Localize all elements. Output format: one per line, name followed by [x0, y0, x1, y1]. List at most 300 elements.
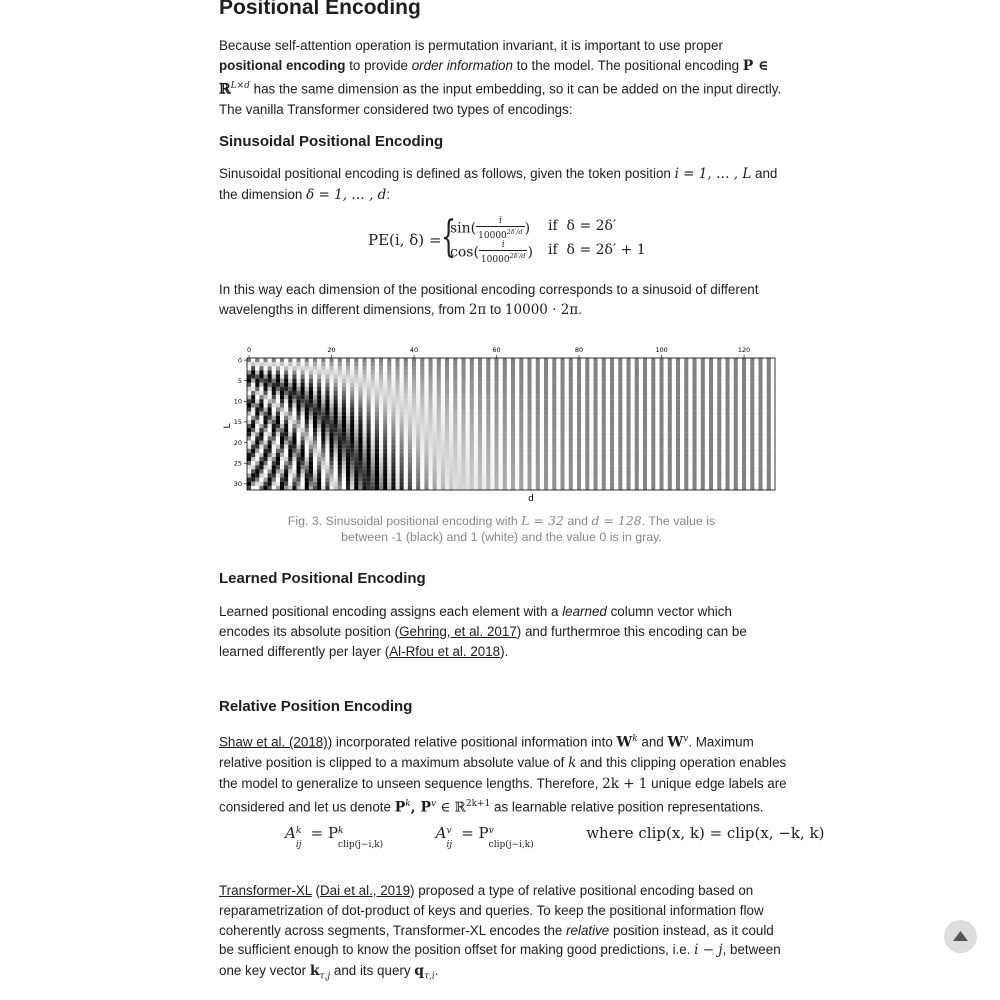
al-rfou-2018-link[interactable]: Al-Rfou et al. 2018	[389, 643, 501, 659]
heatmap-cell	[672, 387, 676, 391]
heatmap-cell	[709, 428, 713, 432]
heatmap-cell	[255, 428, 259, 432]
heatmap-cell	[536, 432, 540, 436]
heatmap-cell	[726, 399, 730, 403]
heatmap-cell	[288, 449, 292, 453]
heatmap-cell	[292, 469, 296, 473]
heatmap-cell	[321, 391, 325, 395]
heatmap-cell	[709, 412, 713, 416]
heatmap-cell	[462, 486, 466, 490]
heatmap-cell	[730, 420, 734, 424]
heatmap-cell	[717, 436, 721, 440]
heatmap-cell	[350, 383, 354, 387]
heatmap-cell	[688, 395, 692, 399]
heatmap-cell	[350, 420, 354, 424]
heatmap-cell	[474, 469, 478, 473]
heatmap-cell	[660, 420, 664, 424]
heatmap-cell	[305, 358, 309, 362]
heatmap-cell	[754, 465, 758, 469]
heatmap-cell	[680, 370, 684, 374]
heatmap-cell	[610, 432, 614, 436]
heatmap-cell	[375, 362, 379, 366]
heatmap-cell	[709, 449, 713, 453]
relative-math: P	[394, 799, 406, 816]
heatmap-cell	[614, 403, 618, 407]
heatmap-cell	[548, 465, 552, 469]
heatmap-cell	[371, 395, 375, 399]
shaw-2018-link[interactable]: Shaw et al. (2018)	[219, 734, 328, 750]
heatmap-cell	[297, 469, 301, 473]
heatmap-cell	[371, 449, 375, 453]
heatmap-cell	[474, 358, 478, 362]
caption-text: . The value is	[641, 514, 716, 528]
heatmap-cell	[313, 428, 317, 432]
heatmap-cell	[482, 391, 486, 395]
heatmap-cell	[288, 408, 292, 412]
heatmap-cell	[375, 379, 379, 383]
heatmap-cell	[259, 478, 263, 482]
heatmap-cell	[767, 457, 771, 461]
heatmap-cell	[672, 403, 676, 407]
heatmap-cell	[726, 424, 730, 428]
heatmap-cell	[437, 387, 441, 391]
heatmap-cell	[730, 391, 734, 395]
dai-2019-link[interactable]: Dai et al., 2019	[319, 883, 411, 898]
heatmap-cell	[639, 474, 643, 478]
heatmap-cell	[577, 403, 581, 407]
heatmap-cell	[363, 469, 367, 473]
heatmap-cell	[387, 391, 391, 395]
heatmap-cell	[470, 424, 474, 428]
heatmap-cell	[552, 399, 556, 403]
heatmap-cell	[532, 436, 536, 440]
heatmap-cell	[396, 395, 400, 399]
heatmap-cell	[350, 366, 354, 370]
heatmap-cell	[767, 420, 771, 424]
heatmap-cell	[503, 478, 507, 482]
heatmap-cell	[305, 469, 309, 473]
heatmap-cell	[519, 383, 523, 387]
heatmap-cell	[284, 362, 288, 366]
heatmap-cell	[350, 474, 354, 478]
heatmap-cell	[334, 383, 338, 387]
heatmap-cell	[672, 436, 676, 440]
heatmap-cell	[734, 366, 738, 370]
heatmap-cell	[767, 449, 771, 453]
heatmap-cell	[330, 461, 334, 465]
heatmap-cell	[651, 482, 655, 486]
heatmap-cell	[717, 441, 721, 445]
heatmap-cell	[627, 370, 631, 374]
heatmap-cell	[412, 461, 416, 465]
heatmap-cell	[292, 379, 296, 383]
heatmap-cell	[519, 478, 523, 482]
heatmap-cell	[424, 375, 428, 379]
heatmap-cell	[371, 399, 375, 403]
heatmap-cell	[305, 391, 309, 395]
heatmap-cell	[457, 478, 461, 482]
heatmap-cell	[635, 474, 639, 478]
heatmap-cell	[453, 370, 457, 374]
heatmap-cell	[391, 379, 395, 383]
heatmap-cell	[404, 474, 408, 478]
heatmap-cell	[746, 412, 750, 416]
transformer-xl-link[interactable]: Transformer-XL	[219, 883, 312, 898]
heatmap-cell	[606, 469, 610, 473]
heatmap-cell	[631, 383, 635, 387]
heatmap-cell	[614, 391, 618, 395]
scroll-to-top-button[interactable]	[944, 920, 977, 953]
heatmap-cell	[259, 436, 263, 440]
heatmap-cell	[754, 408, 758, 412]
heatmap-cell	[416, 420, 420, 424]
heatmap-cell	[264, 403, 268, 407]
heatmap-cell	[445, 358, 449, 362]
heatmap-cell	[404, 441, 408, 445]
heatmap-cell	[457, 387, 461, 391]
heatmap-cell	[288, 424, 292, 428]
heatmap-cell	[453, 416, 457, 420]
heatmap-cell	[672, 395, 676, 399]
relative-text: unique edge labels are considered and let us denote	[219, 776, 787, 815]
heatmap-cell	[664, 453, 668, 457]
heatmap-cell	[482, 441, 486, 445]
heatmap-cell	[519, 428, 523, 432]
heatmap-cell	[556, 432, 560, 436]
heatmap-cell	[565, 461, 569, 465]
heatmap-cell	[251, 436, 255, 440]
heatmap-cell	[639, 432, 643, 436]
heatmap-cell	[668, 399, 672, 403]
heatmap-cell	[325, 478, 329, 482]
heatmap-cell	[618, 399, 622, 403]
heatmap-cell	[585, 412, 589, 416]
heatmap-cell	[429, 395, 433, 399]
pe-equation-lhs: PE(i, δ) =	[368, 231, 442, 249]
heatmap-cell	[705, 478, 709, 482]
heatmap-cell	[313, 436, 317, 440]
heatmap-cell	[585, 465, 589, 469]
heatmap-cell	[354, 436, 358, 440]
heatmap-cell	[577, 370, 581, 374]
heatmap-cell	[247, 416, 251, 420]
heatmap-cell	[540, 445, 544, 449]
heatmap-cell	[767, 412, 771, 416]
heatmap-cell	[552, 449, 556, 453]
heatmap-cell	[622, 358, 626, 362]
heatmap-cell	[511, 362, 515, 366]
heatmap-cell	[363, 436, 367, 440]
heatmap-cell	[754, 478, 758, 482]
heatmap-cell	[713, 395, 717, 399]
heatmap-cell	[680, 453, 684, 457]
heatmap-cell	[507, 391, 511, 395]
heatmap-cell	[763, 358, 767, 362]
heatmap-cell	[433, 465, 437, 469]
heatmap-cell	[321, 478, 325, 482]
heatmap-cell	[717, 486, 721, 490]
heatmap-cell	[594, 478, 598, 482]
heatmap-cell	[255, 362, 259, 366]
heatmap-cell	[771, 416, 775, 420]
heatmap-cell	[268, 461, 272, 465]
txl-text: ) proposed a type of relative positional encoding based on reparametrization of dot-product of keys and queries. To keep the positional information flow coherently across segments, Transformer-XL encodes the	[219, 883, 764, 938]
heatmap-cell	[400, 461, 404, 465]
heatmap-cell	[639, 457, 643, 461]
heatmap-cell	[726, 403, 730, 407]
heatmap-cell	[552, 362, 556, 366]
heatmap-cell	[350, 436, 354, 440]
heatmap-cell	[466, 465, 470, 469]
heatmap-cell	[573, 379, 577, 383]
heatmap-cell	[379, 416, 383, 420]
heatmap-cell	[750, 441, 754, 445]
heatmap-cell	[618, 358, 622, 362]
heatmap-cell	[334, 370, 338, 374]
heatmap-cell	[565, 445, 569, 449]
heatmap-cell	[255, 469, 259, 473]
heatmap-cell	[676, 482, 680, 486]
heatmap-cell	[717, 370, 721, 374]
heatmap-cell	[750, 428, 754, 432]
heatmap-cell	[292, 375, 296, 379]
heatmap-cell	[334, 399, 338, 403]
heatmap-cell	[358, 482, 362, 486]
heatmap-cell	[618, 486, 622, 490]
heatmap-cell	[259, 358, 263, 362]
heatmap-cell	[763, 370, 767, 374]
heatmap-cell	[470, 416, 474, 420]
heatmap-cell	[416, 486, 420, 490]
heatmap-cell	[358, 441, 362, 445]
heatmap-cell	[750, 379, 754, 383]
relative-math-sup: v	[430, 798, 437, 809]
heatmap-cell	[424, 358, 428, 362]
heatmap-cell	[354, 383, 358, 387]
heatmap-cell	[581, 445, 585, 449]
heatmap-cell	[429, 416, 433, 420]
heatmap-cell	[565, 399, 569, 403]
heatmap-cell	[589, 469, 593, 473]
heatmap-cell	[556, 416, 560, 420]
heatmap-cell	[334, 408, 338, 412]
heatmap-cell	[610, 449, 614, 453]
heatmap-cell	[247, 362, 251, 366]
heatmap-cell	[622, 461, 626, 465]
heatmap-cell	[552, 379, 556, 383]
heatmap-cell	[297, 416, 301, 420]
heatmap-cell	[734, 428, 738, 432]
heatmap-cell	[383, 379, 387, 383]
heatmap-cell	[540, 436, 544, 440]
heatmap-cell	[688, 358, 692, 362]
heatmap-cell	[453, 420, 457, 424]
heatmap-cell	[507, 436, 511, 440]
heatmap-cell	[589, 416, 593, 420]
heatmap-cell	[342, 391, 346, 395]
heatmap-cell	[462, 469, 466, 473]
heatmap-cell	[457, 482, 461, 486]
heatmap-cell	[412, 469, 416, 473]
heatmap-cell	[688, 420, 692, 424]
heatmap-cell	[519, 412, 523, 416]
heatmap-cell	[495, 416, 499, 420]
heatmap-cell	[763, 445, 767, 449]
heatmap-cell	[457, 486, 461, 490]
heatmap-cell	[581, 416, 585, 420]
heatmap-cell	[404, 461, 408, 465]
heatmap-cell	[449, 478, 453, 482]
heatmap-cell	[400, 403, 404, 407]
heatmap-cell	[495, 362, 499, 366]
heatmap-cell	[259, 432, 263, 436]
heatmap-cell	[396, 461, 400, 465]
heatmap-cell	[288, 395, 292, 399]
heatmap-cell	[321, 453, 325, 457]
heatmap-cell	[759, 403, 763, 407]
heatmap-cell	[532, 366, 536, 370]
heatmap-cell	[288, 403, 292, 407]
heatmap-cell	[676, 379, 680, 383]
heatmap-cell	[424, 461, 428, 465]
heatmap-cell	[614, 465, 618, 469]
heatmap-cell	[433, 453, 437, 457]
heatmap-cell	[660, 391, 664, 395]
heatmap-cell	[363, 399, 367, 403]
heatmap-cell	[639, 420, 643, 424]
heatmap-cell	[433, 395, 437, 399]
heatmap-cell	[606, 461, 610, 465]
heatmap-cell	[631, 457, 635, 461]
heatmap-cell	[532, 395, 536, 399]
heatmap-cell	[334, 391, 338, 395]
heatmap-cell	[346, 474, 350, 478]
heatmap-cell	[309, 474, 313, 478]
heatmap-cell	[548, 391, 552, 395]
heatmap-cell	[528, 482, 532, 486]
heatmap-cell	[750, 424, 754, 428]
heatmap-cell	[499, 383, 503, 387]
heatmap-cell	[433, 469, 437, 473]
heatmap-cell	[342, 441, 346, 445]
heatmap-cell	[606, 428, 610, 432]
heatmap-cell	[565, 391, 569, 395]
heatmap-cell	[528, 412, 532, 416]
heatmap-cell	[429, 469, 433, 473]
heatmap-cell	[519, 395, 523, 399]
heatmap-cell	[688, 436, 692, 440]
heatmap-cell	[759, 478, 763, 482]
heatmap-cell	[647, 370, 651, 374]
heatmap-cell	[383, 457, 387, 461]
heatmap-cell	[363, 387, 367, 391]
heatmap-cell	[763, 420, 767, 424]
heatmap-cell	[721, 432, 725, 436]
heatmap-cell	[552, 482, 556, 486]
heatmap-cell	[462, 362, 466, 366]
heatmap-cell	[532, 482, 536, 486]
heatmap-cell	[511, 391, 515, 395]
heatmap-cell	[676, 424, 680, 428]
heatmap-cell	[651, 436, 655, 440]
heatmap-cell	[259, 399, 263, 403]
heatmap-cell	[264, 461, 268, 465]
heatmap-cell	[647, 453, 651, 457]
heatmap-cell	[643, 478, 647, 482]
heatmap-cell	[338, 428, 342, 432]
heatmap-cell	[540, 416, 544, 420]
heatmap-cell	[317, 370, 321, 374]
heatmap-cell	[561, 441, 565, 445]
heatmap-cell	[437, 370, 441, 374]
heatmap-cell	[627, 449, 631, 453]
heatmap-cell	[429, 436, 433, 440]
heatmap-cell	[297, 395, 301, 399]
heatmap-cell	[342, 424, 346, 428]
heatmap-cell	[490, 370, 494, 374]
heatmap-cell	[676, 469, 680, 473]
heatmap-cell	[412, 403, 416, 407]
heatmap-cell	[519, 362, 523, 366]
heatmap-cell	[309, 449, 313, 453]
heatmap-cell	[420, 420, 424, 424]
heatmap-cell	[379, 358, 383, 362]
heatmap-cell	[251, 391, 255, 395]
heatmap-cell	[540, 478, 544, 482]
heatmap-cell	[495, 449, 499, 453]
heatmap-cell	[453, 387, 457, 391]
heatmap-cell	[358, 403, 362, 407]
heatmap-cell	[610, 379, 614, 383]
heatmap-cell	[528, 424, 532, 428]
heatmap-cell	[734, 469, 738, 473]
heatmap-cell	[532, 449, 536, 453]
heatmap-cell	[759, 383, 763, 387]
heatmap-cell	[503, 366, 507, 370]
gehring-2017-link[interactable]: Gehring, et al. 2017	[399, 623, 517, 639]
heatmap-cell	[738, 362, 742, 366]
intro-text: to provide	[345, 57, 412, 73]
heatmap-cell	[606, 449, 610, 453]
heatmap-cell	[305, 478, 309, 482]
heatmap-cell	[618, 387, 622, 391]
heatmap-cell	[552, 366, 556, 370]
heatmap-cell	[412, 370, 416, 374]
heatmap-cell	[379, 441, 383, 445]
heatmap-cell	[354, 358, 358, 362]
heatmap-cell	[445, 399, 449, 403]
heatmap-cell	[466, 420, 470, 424]
heatmap-cell	[684, 395, 688, 399]
heatmap-cell	[379, 449, 383, 453]
heatmap-cell	[466, 403, 470, 407]
pe-equation-brace: {	[441, 212, 457, 262]
heatmap-cell	[400, 441, 404, 445]
heatmap-cell	[548, 432, 552, 436]
heatmap-cell	[268, 375, 272, 379]
heatmap-cell	[255, 366, 259, 370]
heatmap-cell	[301, 453, 305, 457]
heatmap-cell	[495, 457, 499, 461]
heatmap-cell	[317, 424, 321, 428]
caption-math: L = 32	[521, 513, 564, 528]
heatmap-cell	[342, 449, 346, 453]
heatmap-cell	[627, 482, 631, 486]
heatmap-cell	[338, 457, 342, 461]
heatmap-cell	[272, 387, 276, 391]
heatmap-cell	[561, 453, 565, 457]
heatmap-cell	[610, 362, 614, 366]
